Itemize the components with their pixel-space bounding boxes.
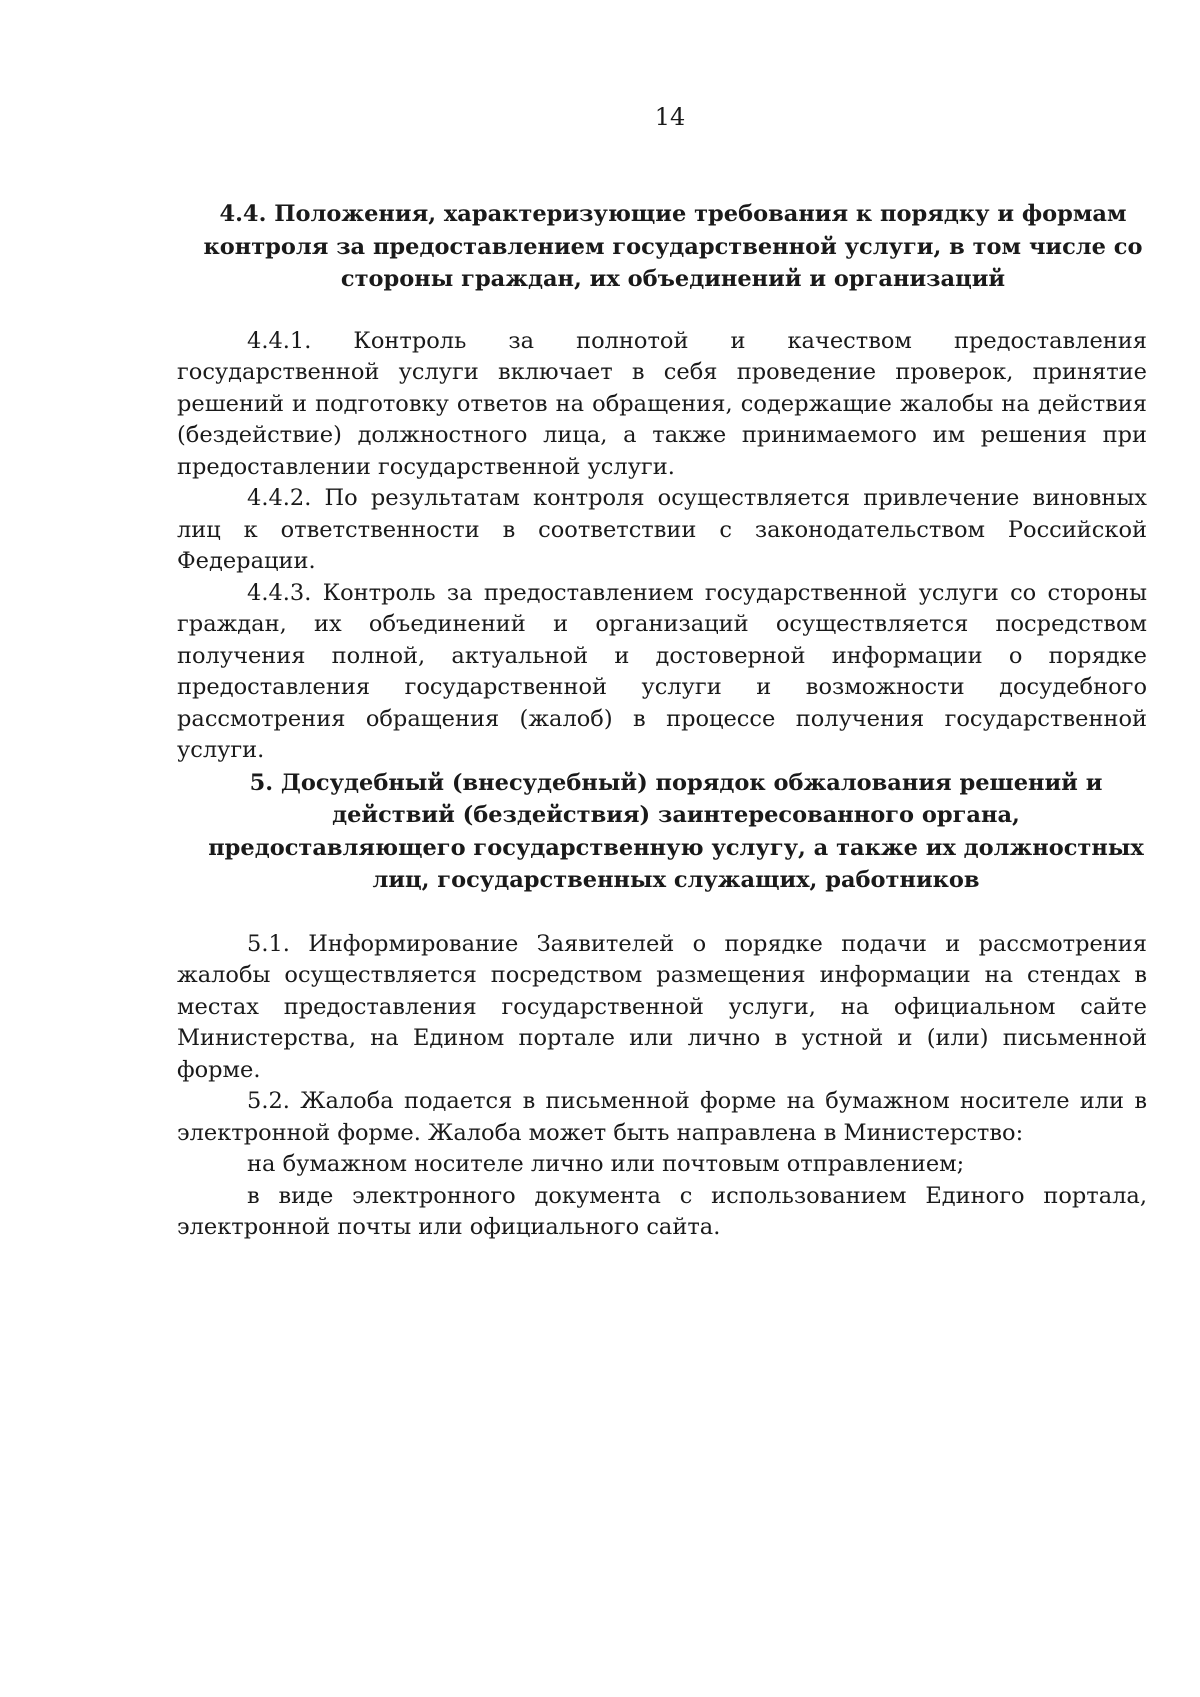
document-body [177, 198, 1147, 1244]
paragraph-5-1: 5.1. Информирование Заявителей о порядке подачи и рассмотрения жалобы осуществляется посредством размещения информации на стендах в местах предоставления государственной услуги, на официальном сайте Министерства, на Едином портале или лично в устной и (или) письменной форме. [177, 930, 1147, 1083]
section-5-heading: 5. Досудебный (внесудебный) порядок обжалования решений и действий (бездействия) заинтересованного органа, предоставляющего государственную услугу, а также их должностных лиц, государственных служащих, работников [208, 769, 1144, 893]
page-number: 14 [654, 103, 686, 131]
paragraph-4-4-1: 4.4.1. Контроль за полнотой и качеством предоставления государственной услуги включает в себя проведение проверок, принятие решений и подготовку ответов на обращения, содержащие жалобы на действия (бездействие) должностного лица, а также принимаемого им решения при предоставлении государственной услуги. [177, 327, 1147, 480]
paragraph-5-2: 5.2. Жалоба подается в письменной форме на бумажном носителе или в электронной форме. Жалоба может быть направлена в Министерство: [177, 1088, 1147, 1146]
section-4-4-heading: 4.4. Положения, характеризующие требования к порядку и формам контроля за предоставлением государственной услуги, в том числе со стороны граждан, их объединений и организаций [203, 201, 1143, 292]
paragraph-4-4-3: 4.4.3. Контроль за предоставлением государственной услуги со стороны граждан, их объединений и организаций осуществляется посредством получения полной, актуальной и достоверной информации о порядке предоставления государственной услуги и возможности досудебного рассмотрения обращения (жалоб) в процессе получения государственной услуги. [177, 579, 1147, 763]
paragraph-5-2-item-paper: на бумажном носителе лично или почтовым отправлением; [247, 1151, 965, 1177]
paragraph-4-4-2: 4.4.2. По результатам контроля осуществляется привлечение виновных лиц к ответственности в соответствии с законодательством Российской Федерации. [177, 485, 1147, 574]
paragraph-5-2-item-electronic: в виде электронного документа с использованием Единого портала, электронной почты или официального сайта. [177, 1182, 1147, 1240]
